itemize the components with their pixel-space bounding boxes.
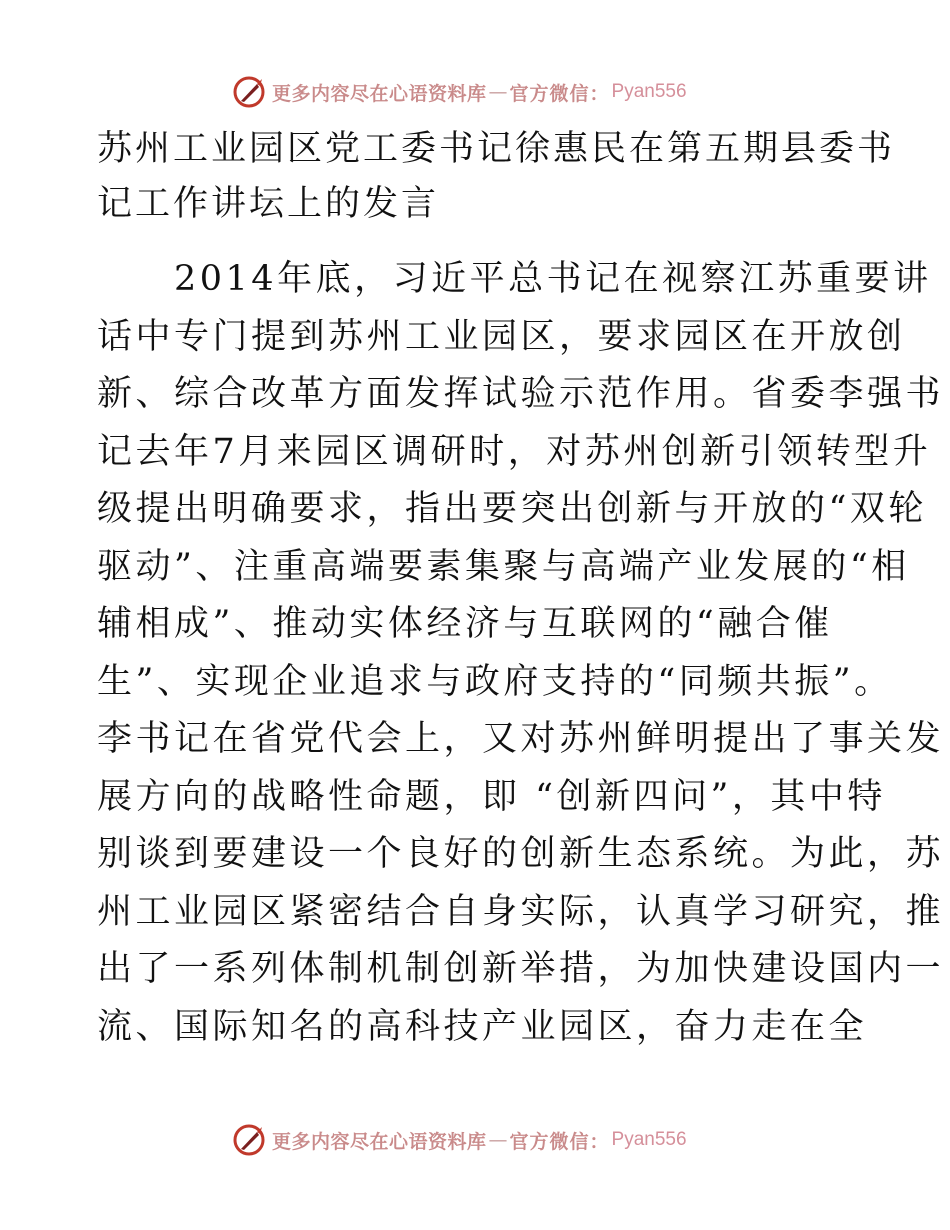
quill-logo-icon <box>232 75 266 109</box>
watermark-prefix: 更多内容尽在心语资料库 <box>272 82 487 105</box>
body-line: 新、综合改革方面发挥试验示范作用。省委李强书 <box>97 374 945 414</box>
document-title <box>97 122 896 232</box>
watermark-wechat-id: Pyan556 <box>611 1129 687 1150</box>
body-line: 话中专门提到苏州工业园区，要求园区在开放创 <box>97 316 906 357</box>
watermark-dash: — <box>488 81 508 103</box>
footer-watermark <box>232 1120 687 1160</box>
title-line: 苏州工业园区党工委书记徐惠民在第五期县委书 <box>97 129 896 169</box>
title-line: 记工作讲坛上的发言 <box>97 184 440 224</box>
body-line: 别谈到要建设一个良好的创新生态系统。为此，苏 <box>97 834 945 874</box>
body-line: 级提出明确要求，指出要突出创新与开放的“双轮 <box>97 489 927 529</box>
document-body <box>97 251 945 1056</box>
body-line: 辅相成”、推动实体经济与互联网的“融合催 <box>97 604 833 644</box>
body-line: 驱动”、注重高端要素集聚与高端产业发展的“相 <box>97 546 910 587</box>
header-watermark <box>232 72 687 112</box>
watermark-contact: 官方微信： <box>509 1130 610 1153</box>
body-line: 展方向的战略性命题，即 “创新四问”，其中特 <box>97 776 886 817</box>
watermark-wechat-id: Pyan556 <box>611 81 687 102</box>
body-line: 李书记在省党代会上，又对苏州鲜明提出了事关发 <box>97 719 945 759</box>
watermark-dash: — <box>488 1129 508 1151</box>
body-line: 生”、实现企业追求与政府支持的“同频共振”。 <box>97 661 893 702</box>
body-line: 出了一系列体制机制创新举措，为加快建设国内一 <box>97 949 945 989</box>
body-line: 州工业园区紧密结合自身实际，认真学习研究，推 <box>97 891 945 932</box>
body-line: 流、国际知名的高科技产业园区，奋力走在全 <box>97 1006 868 1047</box>
body-line: 记去年7月来园区调研时，对苏州创新引领转型升 <box>97 431 932 472</box>
watermark-prefix: 更多内容尽在心语资料库 <box>272 1130 487 1153</box>
quill-logo-icon <box>232 1123 266 1157</box>
watermark-contact: 官方微信： <box>509 82 610 105</box>
body-line: 2014年底，习近平总书记在视察江苏重要讲 <box>97 259 932 299</box>
